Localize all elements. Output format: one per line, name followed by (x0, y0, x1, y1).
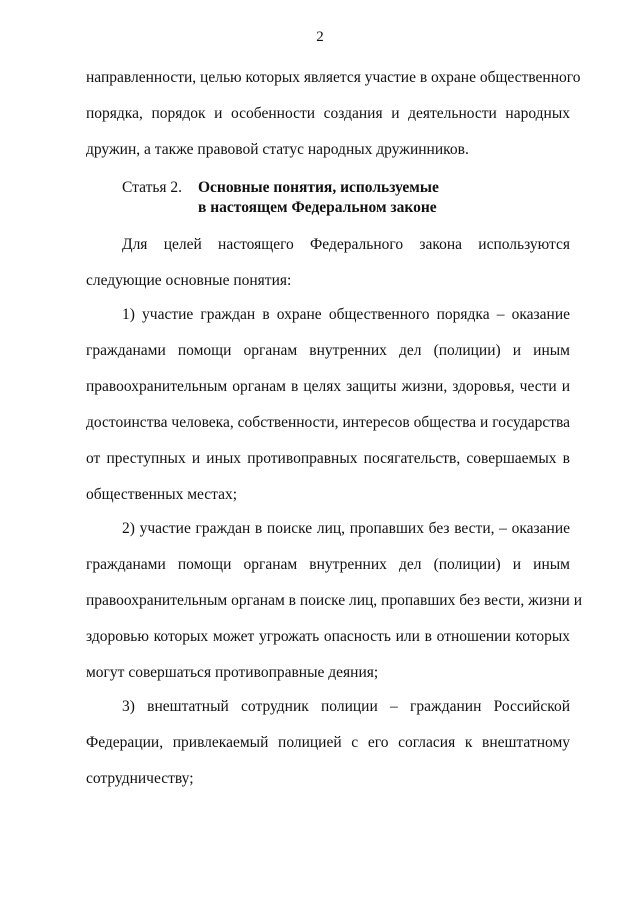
item2-line-1: 2) участие граждан в поиске лиц, пропавших без вести, – оказание (122, 520, 570, 537)
article-title-line-2: в настоящем Федеральном законе (198, 199, 437, 216)
lead-line-2: следующие основные понятия: (86, 272, 292, 289)
page-number: 2 (316, 29, 324, 45)
lead-line-1: Для целей настоящего Федерального закона используются (122, 236, 570, 253)
article-title-line-1: Основные понятия, используемые (198, 179, 439, 196)
intro-line-2: порядка, порядок и особенности создания и деятельности народных (86, 105, 570, 122)
item2-line-5: могут совершаться противоправные деяния; (86, 664, 379, 681)
item1-line-2: гражданами помощи органам внутренних дел (полиции) и иным (86, 342, 570, 359)
item1-line-1: 1) участие граждан в охране общественного порядка – оказание (122, 306, 570, 323)
item1-line-5: от преступных и иных противоправных посягательств, совершаемых в (86, 450, 570, 467)
item2-line-4: здоровью которых может угрожать опасность или в отношении которых (86, 628, 570, 645)
intro-line-3: дружин, а также правовой статус народных дружинников. (86, 141, 469, 158)
article-label: Статья 2. (122, 179, 183, 196)
item3-line-1: 3) внештатный сотрудник полиции – гражданин Российской (122, 698, 570, 715)
item2-line-3: правоохранительным органам в поиске лиц, пропавших без вести, жизни и (86, 592, 583, 609)
intro-line-1: направленности, целью которых является участие в охране общественного (86, 69, 581, 86)
item1-line-3: правоохранительным органам в целях защиты жизни, здоровья, чести и (86, 378, 570, 395)
item1-line-6: общественных местах; (86, 486, 238, 503)
article-title (198, 178, 439, 218)
item3-line-2: Федерации, привлекаемый полицией с его согласия к внештатному (86, 734, 570, 751)
item2-line-2: гражданами помощи органам внутренних дел (полиции) и иным (86, 556, 570, 573)
item3-line-3: сотрудничеству; (86, 770, 194, 787)
item1-line-4: достоинства человека, собственности, интересов общества и государства (86, 414, 570, 431)
